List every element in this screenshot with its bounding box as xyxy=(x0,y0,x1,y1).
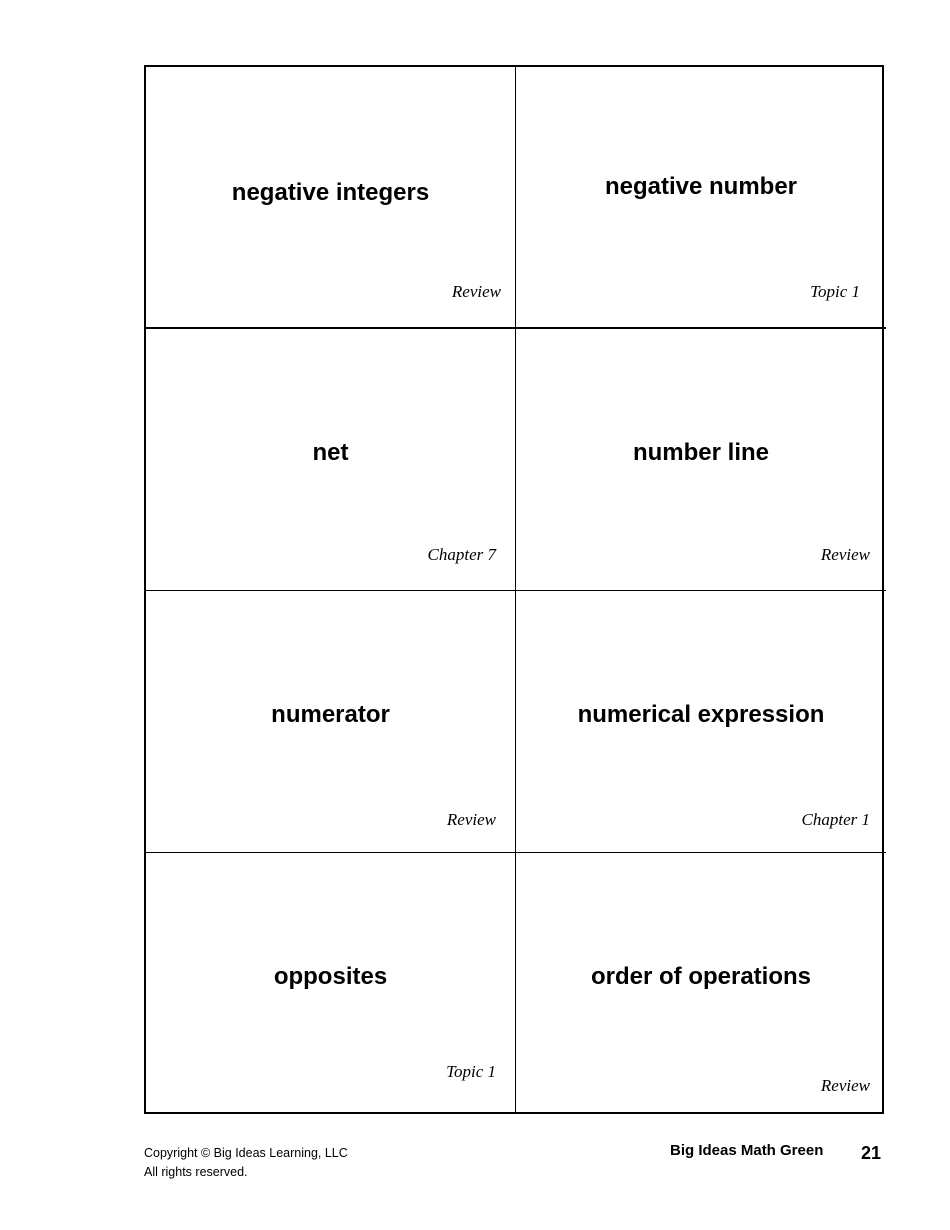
flash-card xyxy=(516,853,886,1112)
card-source: Review xyxy=(446,810,496,829)
card-source: Topic 1 xyxy=(446,1062,496,1081)
card-term: net xyxy=(312,439,349,466)
card-term: opposites xyxy=(273,963,388,990)
flash-card xyxy=(516,67,886,329)
card-source: Chapter 7 xyxy=(427,545,496,564)
card-source: Chapter 1 xyxy=(801,810,870,829)
card-source: Review xyxy=(820,1076,870,1095)
copyright-line: Copyright © Big Ideas Learning, LLC xyxy=(144,1146,348,1160)
card-term: negative number xyxy=(604,173,798,200)
flash-card xyxy=(146,853,516,1112)
card-source: Review xyxy=(451,282,501,301)
book-title: Big Ideas Math Green xyxy=(670,1142,824,1159)
card-term: order of operations xyxy=(590,963,812,990)
card-term: numerator xyxy=(271,701,390,728)
flash-card xyxy=(516,591,886,853)
flash-card xyxy=(516,329,886,591)
page-number: 21 xyxy=(861,1143,882,1163)
flash-card xyxy=(146,591,516,853)
card-source: Topic 1 xyxy=(810,282,860,301)
card-term: number line xyxy=(632,439,770,466)
flash-card xyxy=(146,329,516,591)
card-term: numerical expression xyxy=(577,701,825,728)
flash-card-sheet xyxy=(144,65,884,1114)
rights-line: All rights reserved. xyxy=(144,1165,248,1179)
card-term: negative integers xyxy=(231,179,430,206)
copyright-notice xyxy=(144,1144,348,1182)
card-source: Review xyxy=(820,545,870,564)
flash-card xyxy=(146,67,516,329)
